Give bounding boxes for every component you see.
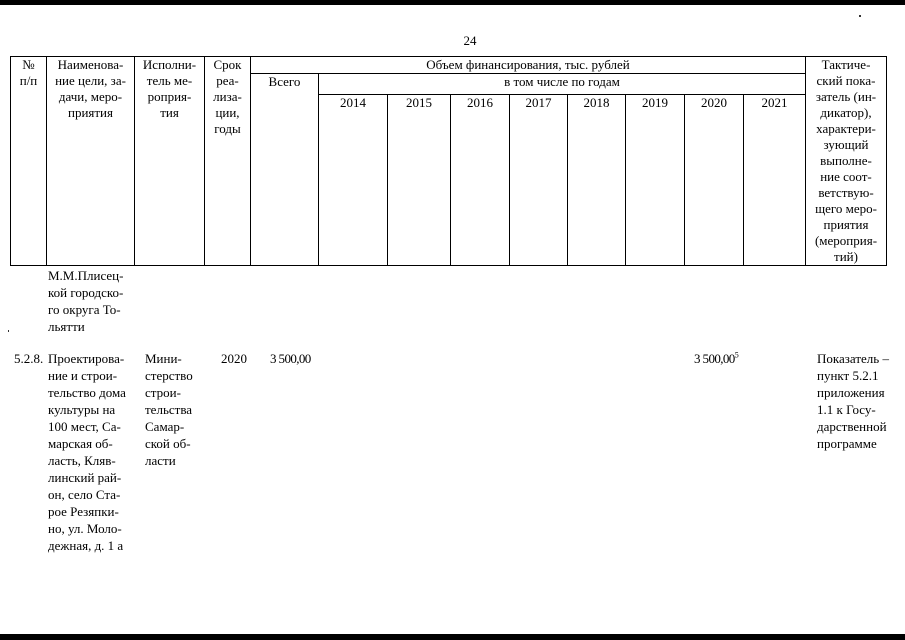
row-value-2020 xyxy=(694,350,738,367)
top-scan-border xyxy=(0,0,905,5)
header-year: 2020 xyxy=(685,95,744,266)
header-year: 2014 xyxy=(319,95,388,266)
header-year: 2018 xyxy=(568,95,626,266)
header-term: Срок реа- лиза- ции, годы xyxy=(205,57,251,266)
row-value-2020-amount: 3 500,00 xyxy=(694,351,735,366)
header-year: 2015 xyxy=(388,95,451,266)
footnote-marker: 5 xyxy=(734,350,739,360)
financing-table-header xyxy=(10,56,887,266)
row-name: Проектирова- ние и строи- тельство дома культуры на 100 мест, Са- марская об- ласть, Кляв- линский рай- он, село Ста- рое Резяпки- но, ул. Моло- дежная, д. 1 а xyxy=(48,351,126,553)
header-year: 2019 xyxy=(626,95,685,266)
header-financing: Объем финансирования, тыс. рублей xyxy=(251,57,806,74)
row-total: 3 500,00 xyxy=(270,351,311,366)
scan-speck xyxy=(859,15,861,17)
continuation-text: М.М.Плисец- кой городско- го округа То- льятти xyxy=(48,268,124,334)
header-year: 2017 xyxy=(510,95,568,266)
header-year: 2021 xyxy=(744,95,806,266)
page-number: 24 xyxy=(463,33,477,48)
header-name: Наименова- ние цели, за- дачи, меро- приятия xyxy=(47,57,135,266)
header-year: 2016 xyxy=(451,95,510,266)
header-indicator: Тактиче- ский пока- затель (ин- дикатор), характери- зующий выполне- ние соот- ветствую- щего меро- приятия (мероприя- тий) xyxy=(806,57,887,266)
row-number: 5.2.8. xyxy=(14,351,44,366)
header-number: № п/п xyxy=(11,57,47,266)
bottom-scan-border xyxy=(0,634,905,640)
row-executor: Мини- стерство строи- тельства Самар- ской об- ласти xyxy=(145,351,193,468)
row-indicator: Показатель – пункт 5.2.1 приложения 1.1 к Госу- дарственной программе xyxy=(817,351,889,451)
header-total: Всего xyxy=(251,74,319,266)
row-term: 2020 xyxy=(221,351,247,366)
header-by-years: в том числе по годам xyxy=(319,74,806,95)
header-executor: Исполни- тель ме- роприя- тия xyxy=(135,57,205,266)
scan-speck xyxy=(8,330,9,332)
